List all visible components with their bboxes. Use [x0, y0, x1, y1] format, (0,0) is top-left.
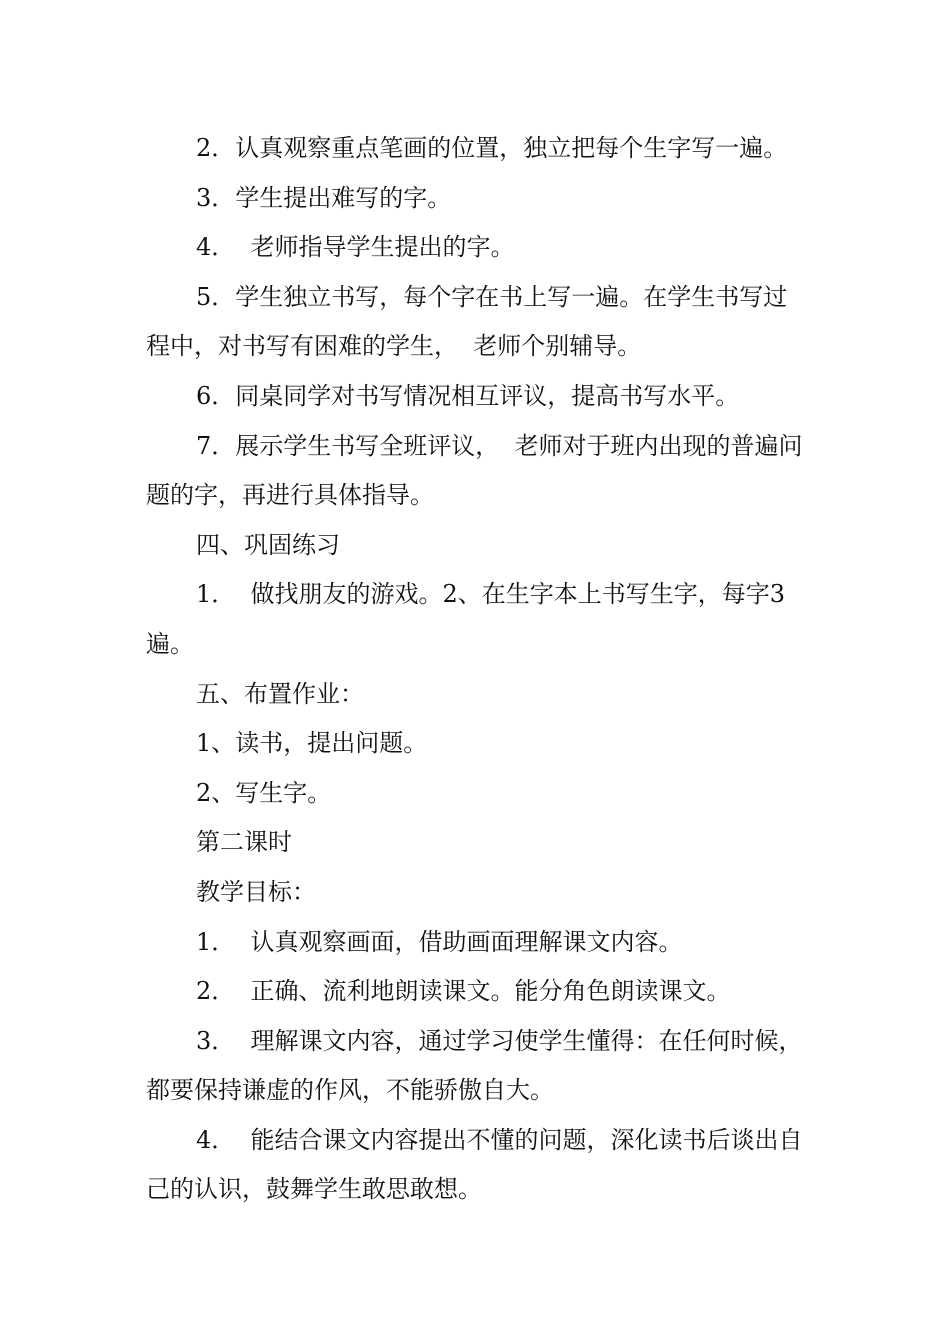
paragraph-step-2: 2．认真观察重点笔画的位置，独立把每个生字写一遍。: [196, 134, 788, 162]
section-heading-objectives: 教学目标：: [196, 877, 316, 906]
paragraph-step-3: 3．学生提出难写的字。: [196, 183, 452, 212]
paragraph-step-6: 6．同桌同学对书写情况相互评议，提高书写水平。: [196, 381, 740, 410]
paragraph-objective-1: 1． 认真观察画面，借助画面理解课文内容。: [196, 927, 683, 956]
paragraph-step-4: 4． 老师指导学生提出的字。: [196, 233, 515, 262]
section-heading-practice: 四、巩固练习: [196, 530, 340, 559]
paragraph-objective-2: 2． 正确、流利地朗读课文。能分角色朗读课文。: [196, 977, 731, 1006]
paragraph-homework-1: 1、读书，提出问题。: [196, 729, 428, 758]
paragraph-step-5: 5．学生独立书写，每个字在书上写一遍。在学生书写过程中，对书写有困难的学生， 老师个别辅导。: [146, 282, 788, 361]
paragraph-objective-4: 4． 能结合课文内容提出不懂的问题，深化读书后谈出自己的认识，鼓舞学生敢思敢想。: [146, 1125, 803, 1204]
section-heading-lesson-2: 第二课时: [196, 828, 292, 857]
paragraph-homework-2: 2、写生字。: [196, 778, 332, 807]
paragraph-practice-1: 1． 做找朋友的游戏。2、在生字本上书写生字，每字3遍。: [146, 580, 786, 658]
paragraph-step-7: 7．展示学生书写全班评议， 老师对于班内出现的普遍问题的字，再进行具体指导。: [146, 431, 803, 510]
document-body: [146, 124, 808, 1215]
section-heading-homework: 五、布置作业：: [196, 679, 364, 708]
paragraph-objective-3: 3． 理解课文内容，通过学习使学生懂得：在任何时候，都要保持谦虚的作风，不能骄傲自大。: [146, 1026, 803, 1105]
